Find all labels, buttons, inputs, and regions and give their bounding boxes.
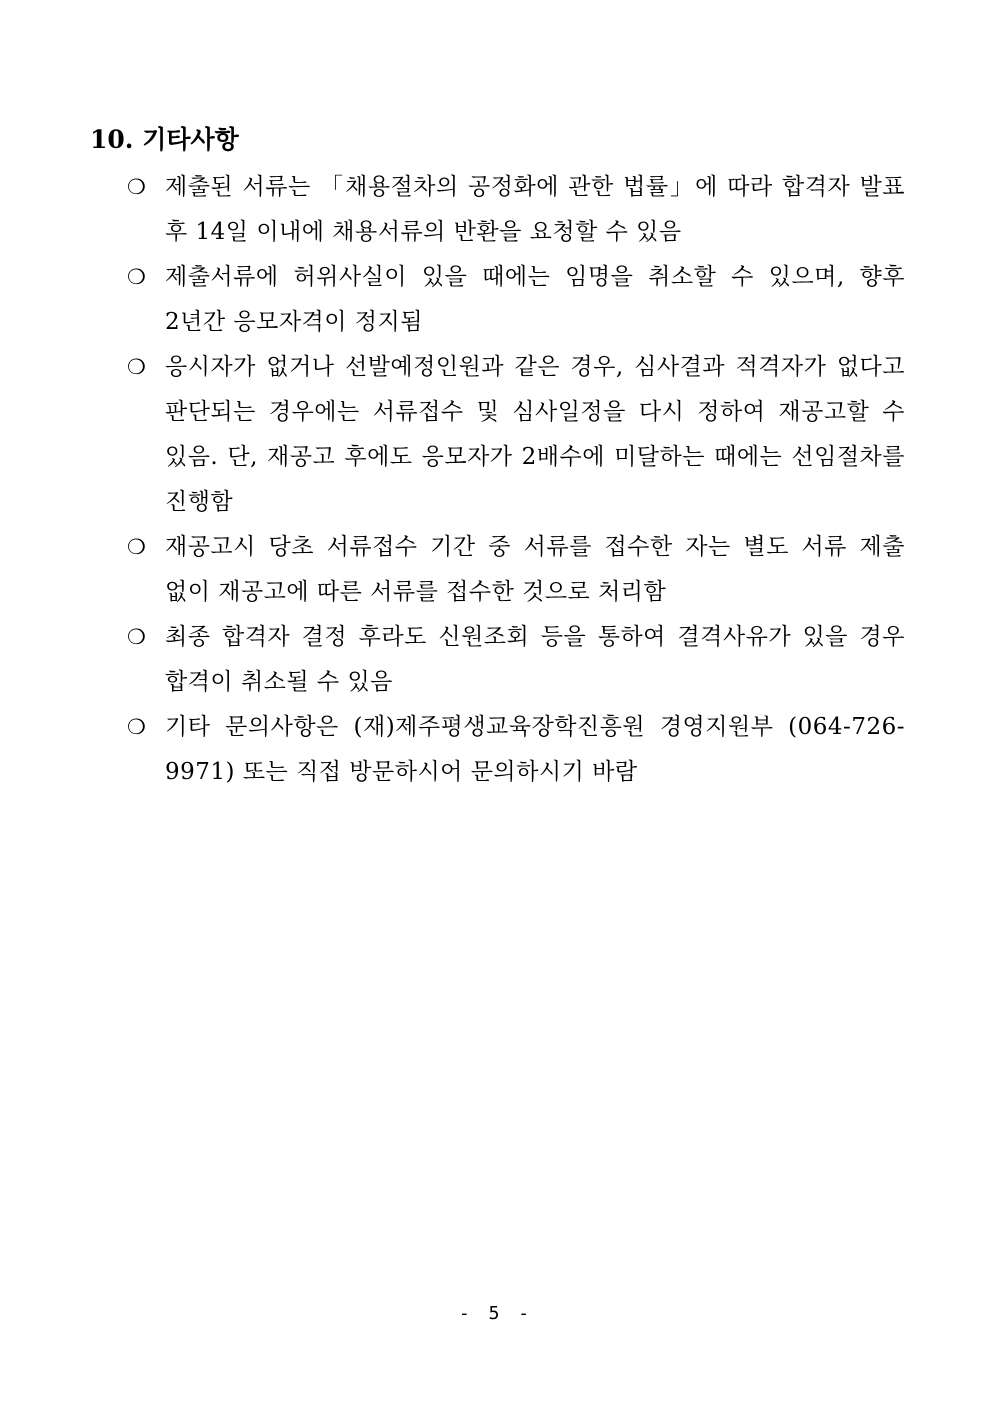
- list-item: [125, 615, 905, 705]
- circle-bullet-icon: ❍: [127, 625, 147, 649]
- notice-list: [125, 165, 905, 795]
- list-item: [125, 165, 905, 255]
- circle-bullet-icon: ❍: [127, 355, 147, 379]
- section-title: 10. 기타사항: [90, 125, 239, 154]
- list-item-text: 제출서류에 허위사실이 있을 때에는 임명을 취소할 수 있으며, 향후 2년간 응모자격이 정지됨: [165, 264, 905, 335]
- circle-bullet-icon: ❍: [127, 715, 147, 739]
- circle-bullet-icon: ❍: [127, 535, 147, 559]
- list-item: [125, 345, 905, 525]
- circle-bullet-icon: ❍: [127, 175, 147, 199]
- list-item-text: 최종 합격자 결정 후라도 신원조회 등을 통하여 결격사유가 있을 경우 합격이 취소될 수 있음: [165, 624, 905, 695]
- list-item-text: 응시자가 없거나 선발예정인원과 같은 경우, 심사결과 적격자가 없다고 판단되는 경우에는 서류접수 및 심사일정을 다시 정하여 재공고할 수 있음. 단, 재공고 후에도 응모자가 2배수에 미달하는 때에는 선임절차를 진행함: [165, 354, 905, 515]
- page-number: - 5 -: [458, 1303, 534, 1324]
- list-item-text: 제출된 서류는 「채용절차의 공정화에 관한 법률」에 따라 합격자 발표 후 14일 이내에 채용서류의 반환을 요청할 수 있음: [165, 174, 905, 245]
- list-item: [125, 525, 905, 615]
- circle-bullet-icon: ❍: [127, 265, 147, 289]
- list-item-text: 기타 문의사항은 (재)제주평생교육장학진흥원 경영지원부 (064-726-9971) 또는 직접 방문하시어 문의하시기 바람: [165, 714, 905, 785]
- list-item: [125, 255, 905, 345]
- list-item-text: 재공고시 당초 서류접수 기간 중 서류를 접수한 자는 별도 서류 제출 없이 재공고에 따른 서류를 접수한 것으로 처리함: [165, 534, 905, 605]
- list-item: [125, 705, 905, 795]
